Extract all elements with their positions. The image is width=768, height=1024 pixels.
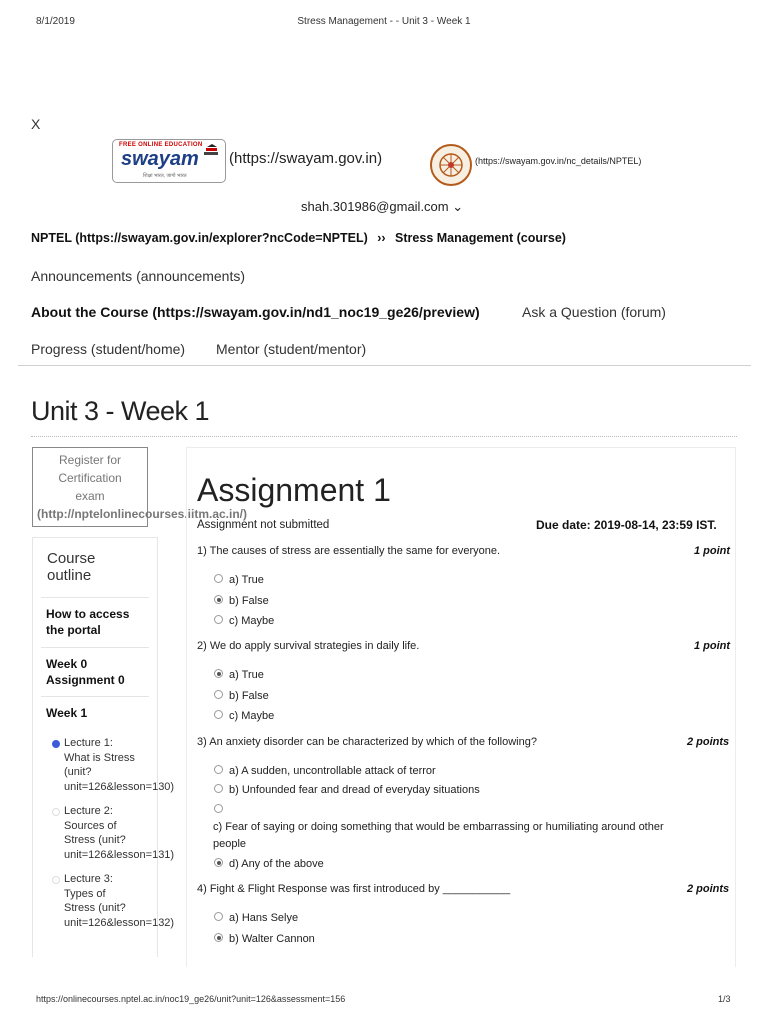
nav-progress[interactable]: Progress (student/home) [31, 341, 186, 357]
question-3-points: 2 points [687, 736, 730, 748]
lecture-label: Lecture 3: [64, 873, 113, 885]
sidebar-title-line-2: outline [47, 567, 92, 584]
lecture-label: Sources of [64, 819, 117, 832]
active-lecture-dot-icon [52, 740, 60, 748]
lecture-label: What is Stress [64, 751, 135, 764]
q2-option-a-label: a) True [229, 669, 264, 681]
q4-option-b-label: b) Walter Cannon [229, 933, 315, 945]
swayam-logo[interactable] [112, 139, 226, 183]
question-1-points: 1 point [694, 545, 731, 557]
sidebar-divider [41, 597, 149, 598]
q2-option-c-radio[interactable] [214, 710, 223, 719]
q1-option-b-radio[interactable] [214, 595, 223, 604]
question-2-points: 1 point [694, 640, 731, 652]
lecture-2-link[interactable] [64, 804, 174, 862]
register-line-2: Certification [58, 471, 122, 485]
nav-ask-question[interactable]: Ask a Question (forum) [522, 304, 666, 320]
q3-option-b-label: b) Unfounded fear and dread of everyday situations [229, 784, 480, 796]
nav-announcements[interactable]: Announcements (announcements) [31, 268, 246, 284]
q3-option-d-radio[interactable] [214, 858, 223, 867]
sidebar-item-label: How to access [46, 607, 130, 621]
sidebar-item-label: Week 1 [46, 706, 88, 720]
assignment-status: Assignment not submitted [197, 519, 330, 531]
assignment-title: Assignment 1 [197, 472, 391, 508]
q3-option-c-label-cont: people [213, 838, 247, 850]
lecture-label: Stress (unit? [64, 834, 126, 846]
sidebar-item-label: the portal [46, 623, 101, 637]
q1-option-c-radio[interactable] [214, 615, 223, 624]
chevron-down-icon: ⌄ [452, 199, 464, 214]
breadcrumb-course[interactable]: Stress Management (course) [395, 231, 566, 245]
q2-option-b-radio[interactable] [214, 690, 223, 699]
user-menu[interactable] [301, 199, 463, 215]
nptel-seal-icon [432, 146, 470, 184]
sidebar-item-label: Week 0 [46, 657, 88, 671]
q4-option-a-label: a) Hans Selye [229, 912, 299, 924]
sidebar-item-week-0[interactable] [46, 656, 125, 688]
question-2-text: 2) We do apply survival strategies in daily life. [197, 640, 420, 652]
swayam-link[interactable]: (https://swayam.gov.in) [229, 150, 383, 167]
title-divider [31, 436, 737, 437]
due-date: Due date: 2019-08-14, 23:59 IST. [536, 518, 717, 532]
sidebar-divider [41, 696, 149, 697]
breadcrumb-separator: ›› [377, 231, 386, 245]
register-link: (http://nptelonlinecourses.iitm.ac.in/) [37, 507, 248, 521]
print-footer-page: 1/3 [718, 994, 731, 1004]
print-title: Stress Management - - Unit 3 - Week 1 [297, 16, 471, 27]
lecture-dot-icon [52, 876, 60, 884]
books-icon [203, 144, 219, 158]
question-4-text: 4) Fight & Flight Response was first introduced by ___________ [197, 883, 511, 895]
q1-option-a-radio[interactable] [214, 574, 223, 583]
close-button[interactable]: X [31, 116, 41, 132]
question-1-text: 1) The causes of stress are essentially the same for everyone. [197, 545, 501, 557]
register-certification-button[interactable] [32, 447, 248, 527]
nptel-logo[interactable] [430, 144, 472, 186]
q1-option-c-label: c) Maybe [229, 615, 275, 627]
user-email: shah.301986@gmail.com [301, 199, 449, 214]
nav-mentor[interactable]: Mentor (student/mentor) [216, 341, 367, 357]
nav-divider [18, 365, 751, 366]
lecture-label: Stress (unit? [64, 902, 126, 914]
q2-option-a-radio[interactable] [214, 669, 223, 678]
swayam-logo-caption: FREE ONLINE EDUCATION [119, 142, 203, 148]
breadcrumb-nptel[interactable]: NPTEL (https://swayam.gov.in/explorer?ncCode=NPTEL) [31, 231, 368, 245]
q3-option-d-label: d) Any of the above [229, 858, 324, 870]
sidebar-item-how-to-access[interactable] [46, 606, 129, 638]
print-date: 8/1/2019 [36, 16, 75, 27]
breadcrumb [31, 231, 566, 245]
nav-about[interactable]: About the Course (https://swayam.gov.in/nd1_noc19_ge26/preview) [31, 304, 480, 320]
lecture-label: unit=126&lesson=130) [64, 780, 175, 793]
sidebar-title-line-1: Course [47, 550, 96, 567]
register-line-1: Register for [58, 453, 122, 467]
lecture-label: Lecture 1: [64, 737, 113, 749]
q3-option-a-label: a) A sudden, uncontrollable attack of terror [229, 765, 436, 777]
page-title: Unit 3 - Week 1 [31, 396, 210, 426]
q3-option-c-label: c) Fear of saying or doing something that would be embarrassing or humiliating around other [213, 821, 664, 833]
lecture-dot-icon [52, 808, 60, 816]
lecture-label: Lecture 2: [64, 805, 113, 817]
question-4-points: 2 points [687, 883, 730, 895]
sidebar-item-week-1[interactable] [46, 705, 87, 721]
q4-option-a-radio[interactable] [214, 912, 223, 921]
lecture-label: Types of [64, 887, 106, 900]
lecture-label: (unit? [64, 766, 92, 778]
lecture-label: unit=126&lesson=132) [64, 916, 175, 929]
print-footer-url: https://onlinecourses.nptel.ac.in/noc19_ge26/unit?unit=126&assessment=156 [36, 994, 346, 1004]
lecture-1-link[interactable] [64, 736, 174, 794]
sidebar-title [47, 550, 95, 584]
q2-option-c-label: c) Maybe [229, 710, 275, 722]
swayam-logo-tagline: शिक्षा भारत, जागो भारत [143, 173, 187, 179]
q4-option-b-radio[interactable] [214, 933, 223, 942]
q3-option-b-radio[interactable] [214, 784, 223, 793]
q1-option-b-label: b) False [229, 595, 269, 607]
question-3-text: 3) An anxiety disorder can be characterized by which of the following? [197, 736, 537, 748]
nptel-link[interactable]: (https://swayam.gov.in/nc_details/NPTEL) [475, 156, 642, 166]
course-outline-sidebar [32, 537, 175, 957]
q3-option-c-radio[interactable] [214, 804, 223, 813]
q2-option-b-label: b) False [229, 690, 269, 702]
q3-option-a-radio[interactable] [214, 765, 223, 774]
register-line-3: exam [75, 489, 105, 503]
q1-option-a-label: a) True [229, 574, 264, 586]
sidebar-item-label: Assignment 0 [46, 673, 125, 687]
sidebar-divider [41, 647, 149, 648]
swayam-logo-word: swayam [121, 148, 199, 170]
lecture-label: unit=126&lesson=131) [64, 848, 175, 861]
lecture-3-link[interactable] [64, 872, 174, 930]
